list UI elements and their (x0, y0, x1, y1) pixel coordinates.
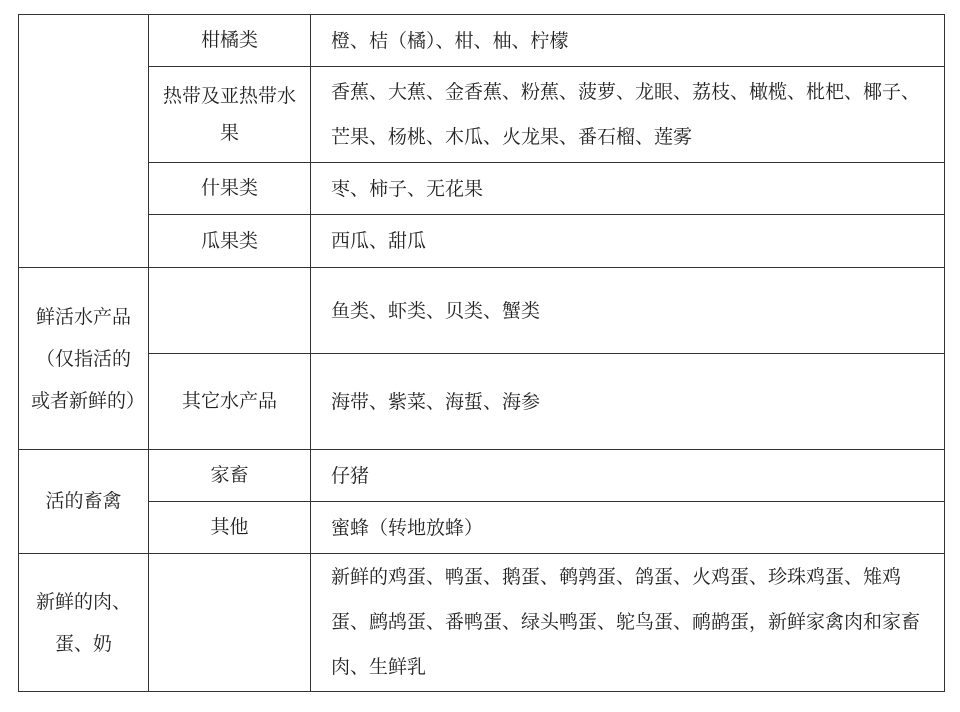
items-cell: 橙、桔（橘）、柑、柚、柠檬 (311, 15, 945, 67)
subcategory-cell (149, 268, 311, 354)
subcategory-cell: 热带及亚热带水果 (149, 67, 311, 163)
subcategory-cell: 什果类 (149, 163, 311, 215)
items-cell: 仔猪 (311, 450, 945, 502)
table-row (19, 450, 945, 502)
produce-category-table (18, 14, 945, 692)
items-cell: 新鲜的鸡蛋、鸭蛋、鹅蛋、鹌鹑蛋、鸽蛋、火鸡蛋、珍珠鸡蛋、雉鸡蛋、鹧鸪蛋、番鸭蛋、绿头鸭蛋、鸵鸟蛋、鸸鹋蛋，新鲜家禽肉和家畜肉、生鲜乳 (311, 554, 945, 692)
table-row (19, 215, 945, 268)
subcategory-cell (149, 554, 311, 692)
table-row (19, 67, 945, 163)
subcategory-cell: 瓜果类 (149, 215, 311, 268)
category-cell-fruit (19, 15, 149, 268)
subcategory-cell: 其它水产品 (149, 354, 311, 450)
items-cell: 蜜蜂（转地放蜂） (311, 502, 945, 554)
table-row (19, 502, 945, 554)
table-row (19, 268, 945, 354)
table-row (19, 15, 945, 67)
items-cell: 枣、柿子、无花果 (311, 163, 945, 215)
subcategory-cell: 家畜 (149, 450, 311, 502)
items-cell: 鱼类、虾类、贝类、蟹类 (311, 268, 945, 354)
table-row (19, 163, 945, 215)
items-cell: 海带、紫菜、海蜇、海参 (311, 354, 945, 450)
category-cell-aquatic: 鲜活水产品（仅指活的或者新鲜的） (19, 268, 149, 450)
category-cell-meat-egg-milk: 新鲜的肉、蛋、奶 (19, 554, 149, 692)
items-cell: 香蕉、大蕉、金香蕉、粉蕉、菠萝、龙眼、荔枝、橄榄、枇杷、椰子、芒果、杨桃、木瓜、火龙果、番石榴、莲雾 (311, 67, 945, 163)
table-row (19, 354, 945, 450)
subcategory-cell: 柑橘类 (149, 15, 311, 67)
category-cell-livestock: 活的畜禽 (19, 450, 149, 554)
table-row (19, 554, 945, 692)
subcategory-cell: 其他 (149, 502, 311, 554)
items-cell: 西瓜、甜瓜 (311, 215, 945, 268)
